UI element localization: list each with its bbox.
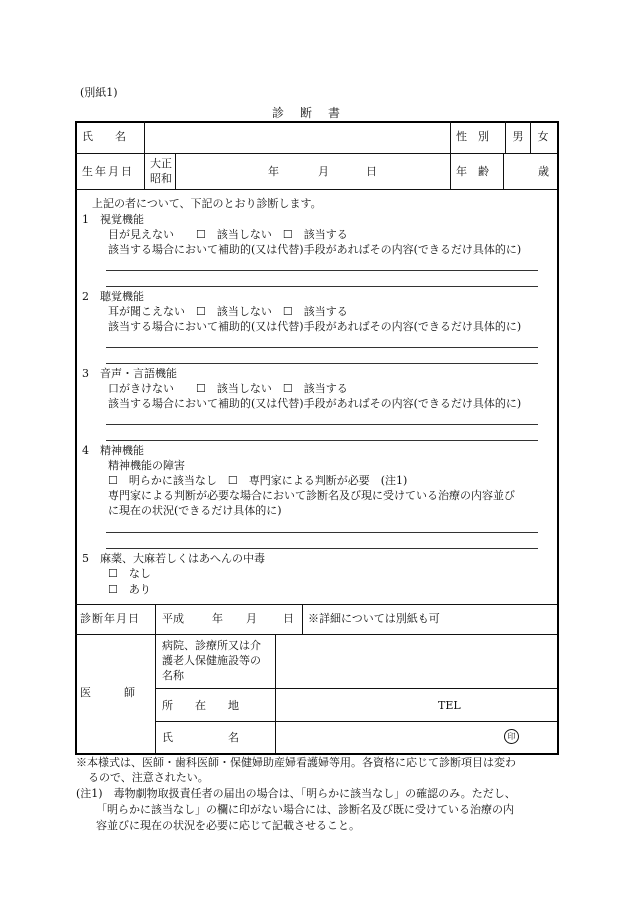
row-divider	[75, 153, 557, 154]
hearing-note: 該当する場合において補助的(又は代替)手段があればその内容(できるだけ具体的に)	[108, 320, 522, 333]
facility-label: 病院、診療所又は介	[162, 639, 261, 652]
drugs-option-none[interactable]: ☐ なし	[108, 567, 151, 580]
doctor-label: 医 師	[80, 686, 135, 699]
col-divider	[503, 153, 504, 189]
page-title: 診 断 書	[272, 106, 343, 120]
footnote-note1: 容並びに現在の状況を必要に応じて記載させること。	[96, 819, 360, 832]
hearing-options[interactable]: 耳が聞こえない ☐ 該当しない ☐ 該当する	[108, 305, 348, 318]
footnote-note1: 「明らかに該当なし」の欄に印がない場合には、診断名及び既に受けている治療の内	[96, 803, 514, 816]
age-unit: 歳	[538, 165, 549, 178]
row-divider	[155, 688, 557, 689]
col-divider	[175, 153, 176, 189]
tel-label: TEL	[438, 699, 461, 712]
row-divider	[155, 721, 557, 722]
birth-day-unit: 日	[366, 165, 377, 178]
hearing-write-line[interactable]	[106, 347, 538, 348]
vision-heading: 1 視覚機能	[82, 213, 144, 226]
birth-year-unit: 年	[268, 165, 279, 178]
sex-option-female[interactable]: 女	[537, 130, 549, 143]
address-field[interactable]	[277, 690, 427, 719]
footnote-note1: (注1) 毒物劇物取扱責任者の届出の場合は、「明らかに該当なし」の確認のみ。ただし、	[76, 787, 516, 800]
col-divider	[144, 121, 145, 189]
hearing-write-line[interactable]	[106, 363, 538, 364]
speech-heading: 3 音声・言語機能	[82, 367, 177, 380]
speech-options[interactable]: 口がきけない ☐ 該当しない ☐ 該当する	[108, 382, 348, 395]
mental-heading: 4 精神機能	[82, 444, 144, 457]
hearing-heading: 2 聴覚機能	[82, 290, 144, 303]
facility-name-field[interactable]	[277, 636, 555, 686]
diagnosis-date-label: 診断年月日	[80, 612, 140, 625]
sex-label: 性 別	[456, 130, 489, 143]
footnote-main: るので、注意されたい。	[88, 771, 209, 784]
birth-date-label: 生年月日	[82, 165, 134, 178]
drugs-option-yes[interactable]: ☐ あり	[108, 583, 151, 596]
seal-icon: 印	[504, 729, 519, 744]
era-taisho[interactable]: 大正	[150, 157, 172, 170]
col-divider	[302, 604, 303, 634]
row-divider	[75, 604, 557, 605]
name-label: 氏 名	[82, 130, 126, 143]
col-divider	[155, 604, 156, 753]
vision-write-line[interactable]	[106, 286, 538, 287]
facility-label: 護老人保健施設等の	[162, 654, 261, 667]
birth-month-unit: 月	[318, 165, 329, 178]
doctor-name-label: 氏 名	[162, 731, 239, 744]
mental-write-line[interactable]	[106, 532, 538, 533]
sex-option-male[interactable]: 男	[512, 130, 524, 143]
mental-options[interactable]: ☐ 明らかに該当なし ☐ 専門家による判断が必要 (注1)	[108, 474, 408, 487]
mental-note: 専門家による判断が必要な場合において診断名及び現に受けている治療の内容並び	[108, 489, 515, 502]
diagnosis-day-unit: 日	[283, 612, 294, 625]
diagnosis-year-unit: 年	[212, 612, 223, 625]
speech-write-line[interactable]	[106, 440, 538, 441]
footnote-main: ※本様式は、医師・歯科医師・保健婦助産婦看護婦等用。各資格に応じて診断項目は変わ	[76, 756, 516, 769]
diagnosis-detail-note: ※詳細については別紙も可	[308, 612, 440, 625]
era-showa[interactable]: 昭和	[150, 172, 172, 185]
vision-write-line[interactable]	[106, 270, 538, 271]
col-divider	[450, 121, 451, 189]
intro-text: 上記の者について、下記のとおり診断します。	[92, 197, 322, 210]
drugs-heading: 5 麻薬、大麻若しくはあへんの中毒	[82, 552, 265, 565]
mental-note: に現在の状況(できるだけ具体的に)	[108, 504, 282, 517]
speech-write-line[interactable]	[106, 424, 538, 425]
attachment-label: (別紙1)	[80, 86, 118, 99]
name-field[interactable]	[146, 124, 448, 151]
mental-write-line[interactable]	[106, 548, 538, 549]
speech-note: 該当する場合において補助的(又は代替)手段があればその内容(できるだけ具体的に)	[108, 397, 522, 410]
col-divider	[275, 634, 276, 753]
vision-options[interactable]: 目が見えない ☐ 該当しない ☐ 該当する	[108, 228, 348, 241]
diagnosis-era: 平成	[162, 612, 184, 625]
facility-label: 名称	[162, 669, 184, 682]
row-divider	[75, 634, 557, 635]
mental-subheading: 精神機能の障害	[108, 459, 185, 472]
address-label: 所 在 地	[162, 699, 239, 712]
vision-note: 該当する場合において補助的(又は代替)手段があればその内容(できるだけ具体的に)	[108, 243, 522, 256]
age-label: 年 齢	[456, 165, 489, 178]
diagnosis-month-unit: 月	[246, 612, 257, 625]
doctor-name-field[interactable]	[277, 723, 497, 751]
row-divider	[75, 189, 557, 190]
